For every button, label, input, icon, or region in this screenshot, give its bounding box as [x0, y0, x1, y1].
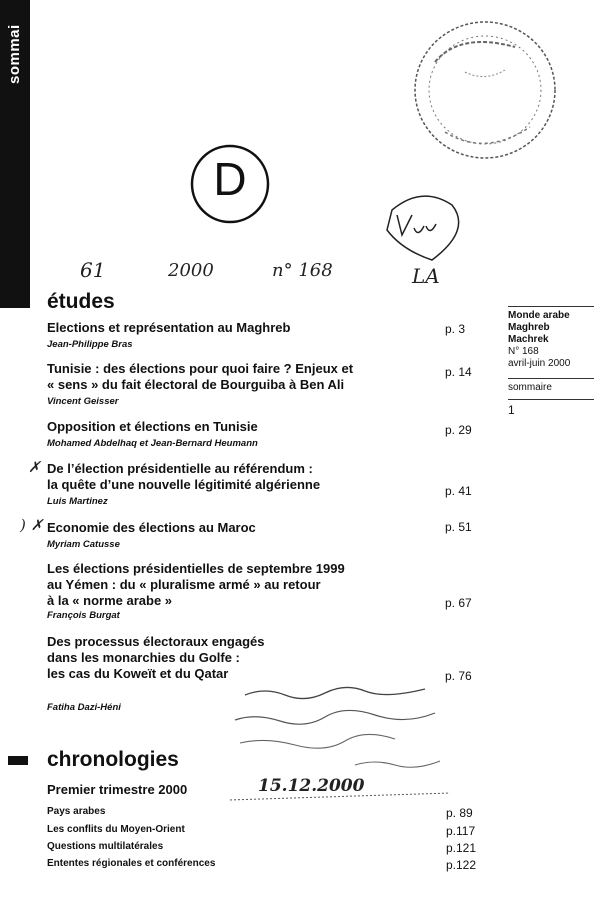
etude-author: François Burgat	[47, 610, 120, 621]
chronology-item: Questions multilatérales	[47, 841, 164, 852]
etude-title: Tunisie : des élections pour quoi faire ? Enjeux et « sens » du fait électoral de Bourguiba à Ben Ali	[47, 361, 354, 392]
receipt-date: 15.12.2000	[258, 776, 365, 796]
etude-title: Economie des élections au Maroc	[47, 520, 256, 535]
chronologies-heading: chronologies	[47, 748, 179, 771]
etude-author: Jean-Philippe Bras	[47, 339, 133, 350]
journal-name-line2: Maghreb	[508, 322, 550, 333]
etude-author: Myriam Catusse	[47, 539, 120, 550]
etude-author: Vincent Geisser	[47, 396, 119, 407]
journal-info	[508, 306, 594, 416]
etude-page: p. 67	[445, 596, 472, 610]
etudes-heading: études	[47, 290, 115, 313]
etude-title: Les élections présidentielles de septembre 1999 au Yémen : du « pluralisme armé » au retour à la « norme arabe »	[47, 561, 345, 608]
stamp-letter: D	[213, 153, 247, 205]
etude-page: p. 51	[445, 520, 472, 534]
etude-author: Fatiha Dazi-Héni	[47, 702, 121, 713]
journal-name-line3: Machrek	[508, 334, 549, 345]
handwritten-number-1: 61	[80, 258, 106, 282]
handwritten-number-3: n° 168	[272, 260, 333, 281]
chronology-page: p.121	[446, 841, 477, 855]
etude-page: p. 29	[445, 423, 472, 437]
chronology-page: p.117	[446, 824, 476, 838]
chronologies-subtitle: Premier trimestre 2000	[47, 782, 188, 797]
library-seal-stamp	[405, 12, 565, 182]
etude-title: Des processus électoraux engagés dans les monarchies du Golfe : les cas du Koweït et du Qatar	[47, 634, 265, 681]
etude-author: Mohamed Abdelhaq et Jean-Bernard Heumann	[47, 438, 258, 449]
issue-date: avril-juin 2000	[508, 358, 571, 369]
chronology-page: p. 89	[446, 806, 473, 820]
issue-number: N° 168	[508, 346, 539, 357]
chronology-page: p.122	[446, 858, 477, 872]
etude-author: Luis Martinez	[47, 496, 108, 507]
section-bullet	[8, 756, 28, 765]
spine-label: sommai	[6, 24, 23, 84]
chronology-item: Ententes régionales et conférences	[47, 858, 216, 869]
etude-title: Opposition et élections en Tunisie	[47, 419, 258, 434]
section-label: sommaire	[508, 382, 552, 393]
handwritten-number-4: LA	[412, 264, 440, 288]
handwritten-mark: ) ✗	[20, 516, 44, 534]
handwritten-mark: ✗	[28, 458, 41, 476]
chronology-item: Pays arabes	[47, 806, 106, 817]
handwritten-number-2: 2000	[168, 260, 214, 281]
heart-signature	[372, 190, 472, 270]
etude-page: p. 76	[445, 669, 472, 683]
etude-title: De l’élection présidentielle au référendum : la quête d’une nouvelle légitimité algérienne	[47, 461, 321, 492]
chronology-item: Les conflits du Moyen-Orient	[47, 824, 185, 835]
etude-page: p. 14	[445, 365, 472, 379]
etude-title: Elections et représentation au Maghreb	[47, 320, 291, 335]
journal-name-line1: Monde arabe	[508, 310, 570, 321]
etude-page: p. 41	[445, 484, 472, 498]
etude-page: p. 3	[445, 322, 466, 336]
page-marker: 1	[508, 403, 515, 417]
